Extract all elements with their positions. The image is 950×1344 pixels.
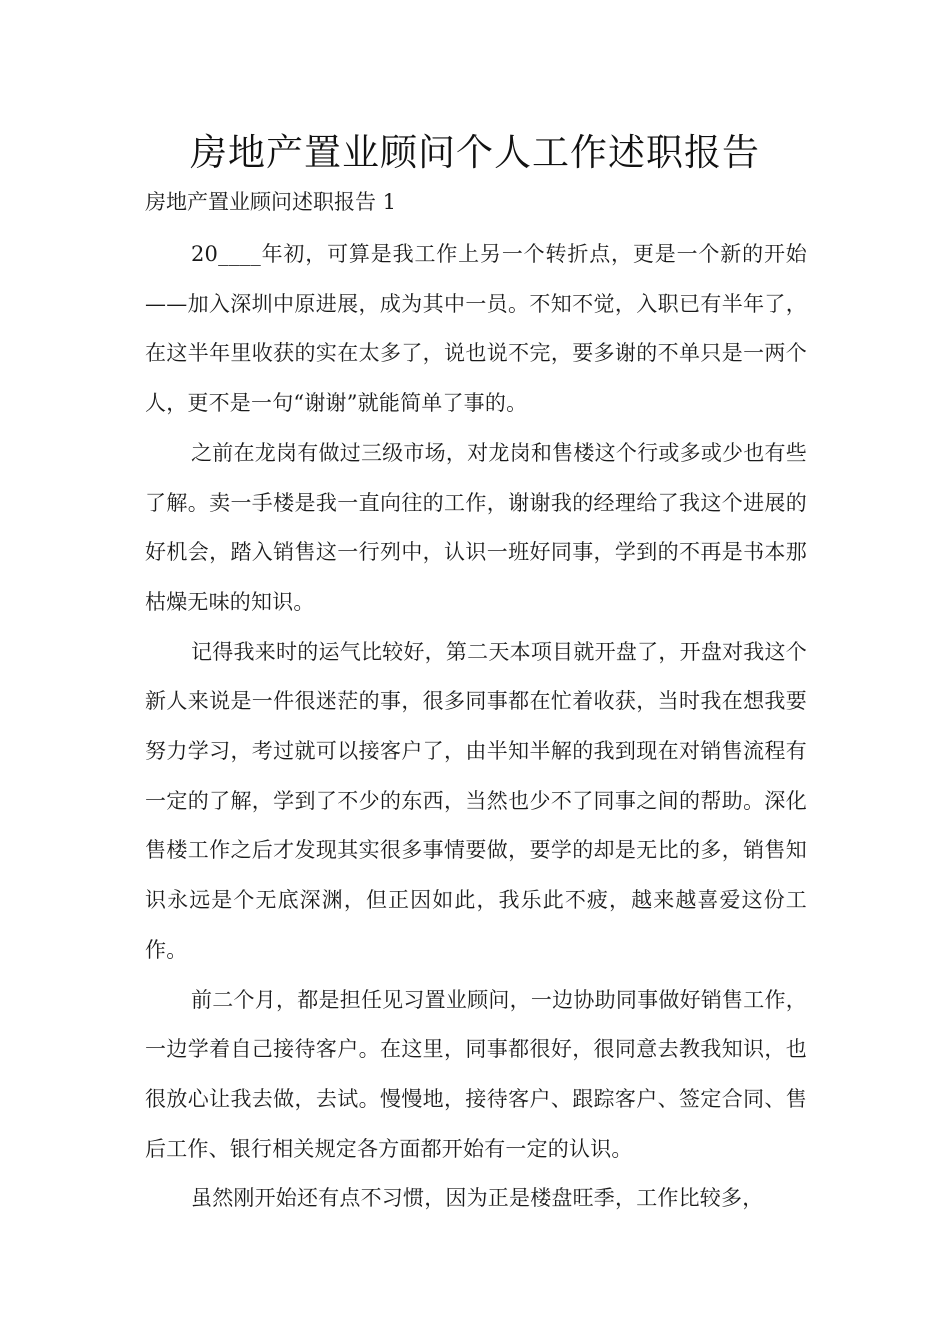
section-heading: 房地产置业顾问述职报告 1	[145, 190, 397, 214]
paragraph: 虽然刚开始还有点不习惯，因为正是楼盘旺季，工作比较多，	[191, 1186, 764, 1211]
document-title: 房地产置业顾问个人工作述职报告	[190, 131, 760, 174]
paragraph: 之前在龙岗有做过三级市场，对龙岗和售楼这个行或多或少也有些了解。卖一手楼是我一直向往的工作，谢谢我的经理给了我这个进展的好机会，踏入销售这一行列中，认识一班好同事，学到的不再是书本那枯燥无味的知识。	[145, 440, 807, 614]
paragraph: 记得我来时的运气比较好，第二天本项目就开盘了，开盘对我这个新人来说是一件很迷茫的事，很多同事都在忙着收获，当时我在想我要努力学习，考过就可以接客户了，由半知半解的我到现在对销售流程有一定的了解，学到了不少的东西，当然也少不了同事之间的帮助。深化售楼工作之后才发现其实很多事情要做，要学的却是无比的多，销售知识永远是个无底深渊，但正因如此，我乐此不疲，越来越喜爱这份工作。	[145, 639, 807, 962]
paragraph: 20____年初，可算是我工作上另一个转折点，更是一个新的开始——加入深圳中原进展，成为其中一员。不知不觉，入职已有半年了，在这半年里收获的实在太多了，说也说不完，要多谢的不单只是一两个人，更不是一句“谢谢”就能简单了事的。	[145, 242, 807, 416]
document-body	[145, 230, 807, 1224]
paragraph: 前二个月，都是担任见习置业顾问，一边协助同事做好销售工作，一边学着自己接待客户。在这里，同事都很好，很同意去教我知识，也很放心让我去做，去试。慢慢地，接待客户、跟踪客户、签定合同、售后工作、银行相关规定各方面都开始有一定的认识。	[145, 987, 807, 1161]
